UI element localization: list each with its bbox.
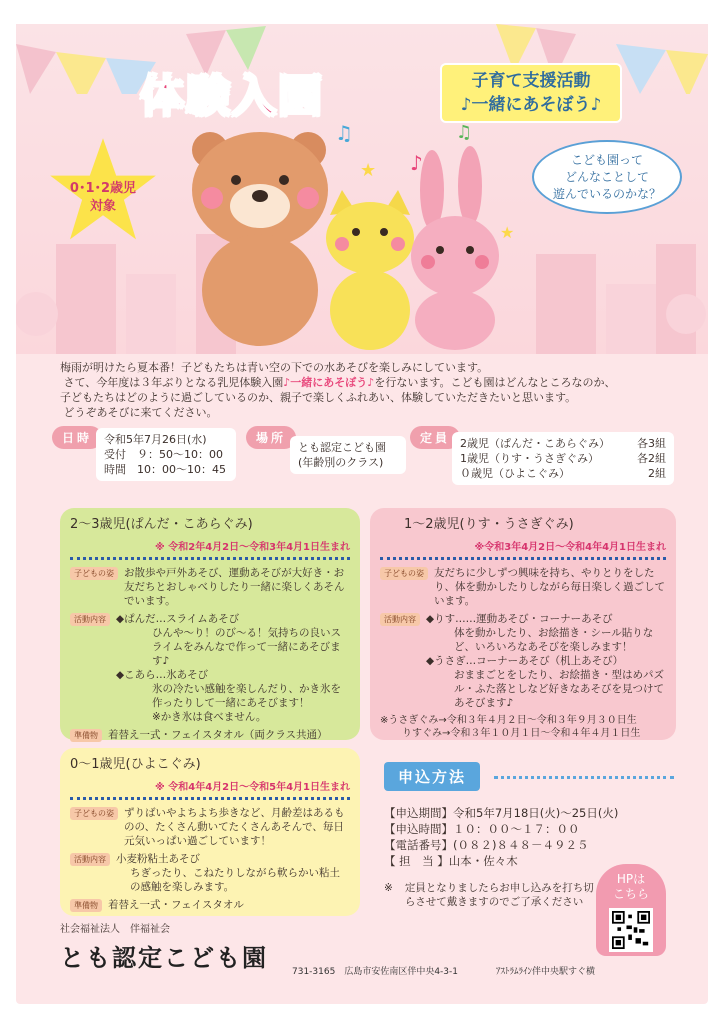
hp-line-1: HPは: [616, 872, 646, 886]
capacity-row: ０歳児（ひよこぐみ） 2組: [460, 467, 666, 480]
capacity-box: [452, 432, 674, 485]
activity-title: 小麦粉粘土あそび: [116, 853, 200, 865]
dotted-divider: [70, 797, 350, 800]
activity-body: ちぎったり、こねたりしながら軟らかい粘土の感触を楽しみます。: [130, 867, 340, 893]
activity-1-title: ◆りす……運動あそび・コーナーあそび: [426, 613, 613, 625]
date-box: [96, 428, 236, 481]
card-title: 0～1歳児(ひよこぐみ): [70, 757, 201, 772]
event-date: 令和5年7月26日(水): [104, 433, 207, 446]
children-text: ずりばいやよちよち歩きなど、月齢差はあるものの、たくさん動いてたくさんあそんで、毎日元気いっぱい過ごしています！: [124, 807, 345, 847]
activity-1-title: ◆ぱんだ…スライムあそび: [116, 613, 240, 625]
activity-1-body: ひんや～り！のび～る！気持ちの良いスライムをみんなで作って一緒にあそびます♪: [152, 627, 341, 667]
intro-line-3: 子どもたちはどのように過ごしているのか、親子で楽しくふれあい、体験していただきたいと思います。: [60, 391, 577, 404]
page-title: 体験入園: [140, 71, 324, 122]
birth-note-1: ※うさぎぐみ→令和３年４月２日～令和３年９月３０日生: [380, 715, 637, 726]
organization-name: 社会福祉法人 伴福祉会: [60, 924, 170, 935]
support-line-2: ♪一緒にあそぼう♪: [460, 95, 602, 115]
date-label: 日時: [52, 426, 102, 449]
activity-tag: 活動内容: [70, 853, 110, 866]
speech-bubble: [532, 140, 682, 214]
activity-1-body: 体を動かしたり、お絵描き・シール貼りなど、いろいろなあそびを楽しみます！: [454, 627, 654, 653]
capacity-row: 2歳児（ぱんだ・こあらぐみ） 各3組: [460, 437, 666, 450]
card-1-2-years: [370, 508, 676, 740]
place-section: [246, 426, 296, 449]
qr-code-icon[interactable]: [609, 908, 653, 952]
application-phone[interactable]: 【電話番号】(０８２)８４８－４９２５: [384, 838, 589, 852]
birth-range: ※ 令和4年4月2日～令和5年4月1日生まれ: [155, 782, 350, 793]
items-text: 着替え一式・フェイスタオル（両クラス共通）: [108, 729, 328, 741]
target-age-line: 0･1･2歳児: [69, 181, 137, 196]
reception-time: 受付 ９：50～10：00: [104, 448, 223, 461]
activity-2-title: ◆こあら…氷あそび: [116, 669, 209, 681]
svg-text:★: ★: [500, 223, 515, 242]
application-note: [384, 881, 594, 909]
birth-range: ※令和3年4月2日～令和4年4月1日生まれ: [474, 542, 666, 553]
activity-2-title: ◆うさぎ…コーナーあそび（机上あそび）: [426, 655, 624, 667]
nearest-station: ｱｽﾄﾗﾑﾗｲﾝ伴中央駅すぐ横: [496, 967, 596, 977]
card-title: 2～3歳児(ぱんだ・こあらぐみ): [70, 517, 253, 532]
children-row: [70, 566, 350, 608]
activity-2-note: ※かき氷は食べません。: [152, 711, 267, 723]
card-0-1-years: [60, 748, 360, 916]
svg-text:♪: ♪: [410, 151, 423, 175]
note-text: 定員となりましたらお申し込みを打ち切らさせて戴きますのでご了承ください: [404, 882, 594, 908]
dotted-divider: [494, 776, 674, 779]
children-text: 友だちに少しずつ興味を持ち、やりとりをしたり、体を動かしたりしながら毎日楽しく過ごしています。: [434, 567, 665, 607]
event-time: 時間 10：00～10：45: [104, 463, 226, 476]
items-tag: 準備物: [70, 729, 102, 742]
intro-line-4: どうぞあそびに来てください。: [63, 406, 218, 419]
application-contact: 【 担 当 】山本・佐々木: [384, 854, 518, 868]
support-line-1: 子育て支援活動: [471, 71, 591, 91]
event-name-highlight: ♪一緒にあそぼう♪: [283, 376, 375, 389]
place-name: とも認定こども園: [298, 441, 386, 454]
place-label: 場所: [246, 426, 296, 449]
intro-line-2: さて、今年度は３年ぶりとなる乳児体験入園♪一緒にあそぼう♪を行ないます。こども園はどんなところなのか、: [63, 376, 616, 389]
children-row: [380, 566, 666, 608]
target-label: 対象: [89, 199, 116, 214]
support-activity-banner: [442, 65, 620, 121]
application-time: 【申込時間】１０：００～１７：００: [384, 822, 580, 836]
svg-text:★: ★: [360, 160, 377, 181]
target-age-badge: [55, 180, 151, 216]
activity-2-body: おままごとをしたり、お絵描き・型はめパズル・ふた落としなど好きなあそびを見つけてあそびます♪: [454, 669, 664, 709]
intro-line-1: 梅雨が明けたら夏本番！子どもたちは青い空の下での水あそびを楽しみにしています。: [60, 361, 489, 374]
items-tag: 準備物: [70, 899, 102, 912]
dotted-divider: [380, 557, 666, 560]
intro-paragraph: [60, 360, 670, 420]
children-tag: 子どもの姿: [70, 807, 118, 820]
children-row: [70, 806, 350, 848]
bubble-line-2: どんなことして: [564, 170, 649, 184]
activity-row: [70, 612, 350, 724]
bubble-line-1: こども園って: [570, 153, 643, 167]
note-mark: ※: [384, 882, 393, 894]
children-tag: 子どもの姿: [70, 567, 118, 580]
birth-range: ※ 令和2年4月2日～令和3年4月1日生まれ: [155, 542, 350, 553]
homepage-qr-badge[interactable]: [596, 864, 666, 956]
capacity-label: 定員: [410, 426, 460, 449]
activity-tag: 活動内容: [380, 613, 420, 626]
dotted-divider: [70, 557, 350, 560]
place-note: (年齢別のクラス): [298, 456, 384, 469]
items-row: [70, 728, 350, 742]
application-heading: 申込方法: [384, 762, 480, 791]
activity-row: [380, 612, 666, 710]
card-2-3-years: [60, 508, 360, 740]
children-tag: 子どもの姿: [380, 567, 428, 580]
animal-characters-illustration: [170, 120, 530, 350]
date-section: [52, 426, 102, 449]
capacity-row: 1歳児（りす・うさぎぐみ） 各2組: [460, 452, 666, 465]
activity-tag: 活動内容: [70, 613, 110, 626]
children-text: お散歩や戸外あそび、運動あそびが大好き・お友だちとおしゃべりしたり一緒に楽しくあそんでいます。: [124, 567, 345, 607]
birth-note-2: りすぐみ→令和３年１０月１日～令和４年４月１日生: [402, 728, 641, 739]
activity-row: [70, 852, 350, 894]
application-period: 【申込期間】令和5年7月18日(火)～25日(火): [384, 806, 619, 820]
items-text: 着替え一式・フェイスタオル: [108, 899, 244, 911]
card-title: 1～2歳児(りす・うさぎぐみ): [404, 517, 574, 532]
activity-2-body: 氷の冷たい感触を楽しんだり、かき氷を作ったりして一緒にあそびます！: [152, 683, 341, 709]
place-box: [290, 436, 406, 474]
hp-line-2: こちら: [612, 887, 649, 901]
school-name: とも認定こども園: [60, 944, 268, 972]
svg-text:♫: ♫: [456, 122, 473, 143]
bubble-line-3: 遊んでいるのかな？: [552, 187, 661, 201]
school-address: 731-3165 広島市安佐南区伴中央4-3-1: [292, 967, 459, 977]
svg-text:♫: ♫: [335, 121, 353, 145]
items-row: [70, 898, 350, 912]
